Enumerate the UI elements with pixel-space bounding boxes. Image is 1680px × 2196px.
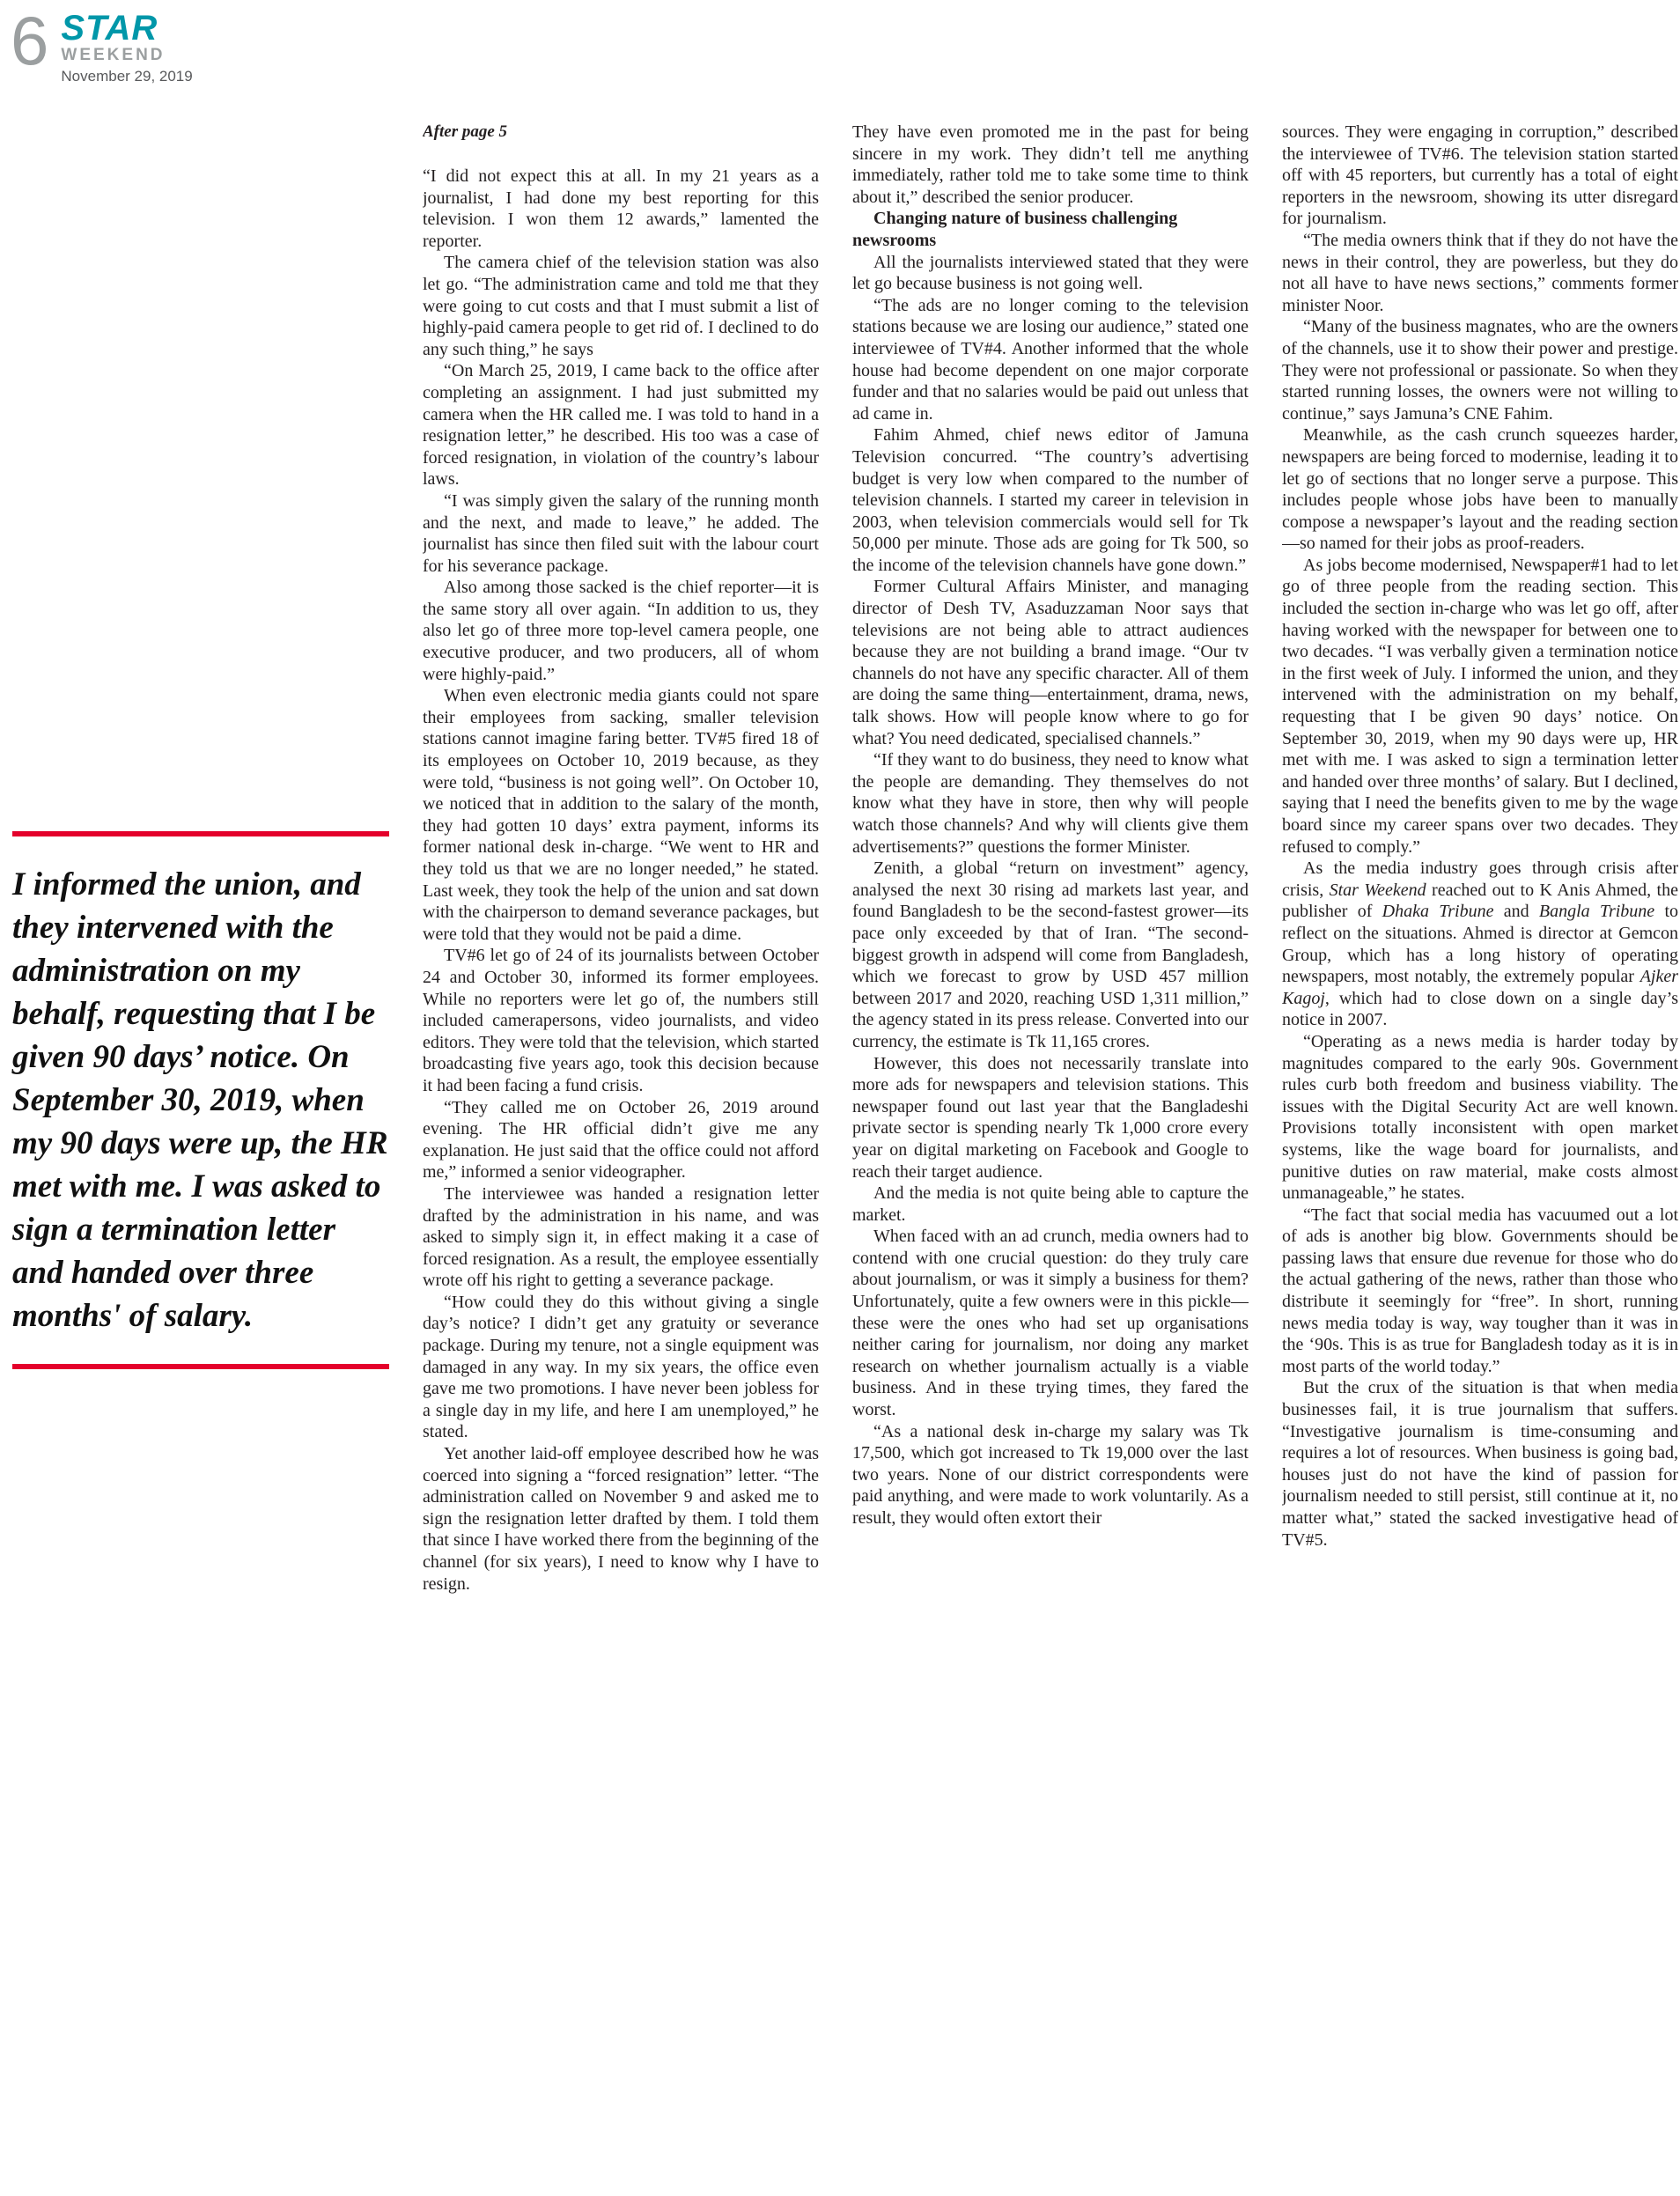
paragraph: “If they want to do business, they need to know what the people are demanding. They themselves do not know what they have in store, then why will people watch those channels? And why will clients give them advertisements?” questions the former Minister. (852, 750, 1249, 857)
paragraph: But the crux of the situation is that when media businesses fail, it is true journalism that suffers. “Investigative journalism is time-consuming and requires a lot of resources. When business is going bad, houses just do not have the kind of passion for journalism needed to still persist, still continue at it, no matter what,” stated the sacked investigative head of TV#5. (1282, 1378, 1678, 1550)
paragraph: “The media owners think that if they do not have the news in their control, they are powerless, but they do not all have to have news sections,” comments former minister Noor. (1282, 230, 1678, 315)
pull-quote-column (12, 122, 389, 2192)
pull-quote-text: I informed the union, and they intervened with the administration on my behalf, requesting that I be given 90 days’ notice. On September 30, 2019, when my 90 days were up, the HR met with me. I was asked to sign a termination letter and handed over three months' of salary. (12, 866, 388, 1334)
paragraph: Zenith, a global “return on investment” agency, analysed the next 30 rising ad markets last year, and found Bangladesh to be the second-fastest grower—its pace only exceeded by that of Iran. “The second-biggest growth in adspend will come from Bangladesh, which we forecast to grow by USD 457 million between 2017 and 2020, reaching USD 1,311 million,” the agency stated in its press release. Converted into our currency, the estimate is Tk 11,165 crores. (852, 859, 1249, 1051)
section-heading: Changing nature of business challenging newsrooms (852, 209, 1178, 250)
paragraph: Former Cultural Affairs Minister, and managing director of Desh TV, Asaduzzaman Noor says that televisions are not being able to attract audiences because they are not building a brand image. “Our tv channels do not have any specific character. All of them are doing the same thing—entertainment, drama, news, talk shows. How will people know where to go for what? You need dedicated, specialised channels.” (852, 577, 1249, 748)
paragraph: Yet another laid-off employee described how he was coerced into signing a “forced resignation” letter. “The administration called on November 9 and asked me to sign the resignation letter drafted by them. I told them that since I have worked there from the beginning of the channel (for six years), I need to know why I have to resign. (423, 1444, 819, 1594)
brand-subtitle: WEEKEND (61, 46, 166, 64)
paragraph: As jobs become modernised, Newspaper#1 had to let go of three people from the reading section. This included the section in-charge who was let go off, after having worked with the newspaper for between one to two decades. “I was verbally given a termination notice in the first week of July. I informed the union, and they intervened with the administration on my behalf, requesting that I be given 90 days’ notice. On September 30, 2019, when my 90 days were up, HR met with me. I was asked to sign a termination letter and handed over three months’ of salary. But I declined, saying that I need the benefits given to me by the wage board since my career spans over two decades. They refused to comply.” (1282, 555, 1678, 857)
paragraph: “I did not expect this at all. In my 21 years as a journalist, I had done my best reporting for this television. I won them 12 awards,” lamented the reporter. (423, 166, 819, 251)
column-2-paragraphs (852, 122, 1249, 1529)
masthead (11, 2, 193, 86)
paragraph: sources. They were engaging in corruption,” described the interviewee of TV#6. The television station started off with 45 reporters, but currently has a total of eight reporters in the newsroom, showing its utter disregard for journalism. (1282, 122, 1678, 229)
paragraph: “They called me on October 26, 2019 around evening. The HR official didn’t give me any explanation. He just said that the office could not afford me,” informed a senior videographer. (423, 1097, 819, 1183)
paragraph: “Many of the business magnates, who are the owners of the channels, use it to show their power and prestige. They were not professional or passionate. So when they started running losses, the owners were not willing to continue,” says Jamuna’s CNE Fahim. (1282, 317, 1678, 424)
paragraph: “The ads are no longer coming to the television stations because we are losing our audience,” stated one interviewee of TV#4. Another informed that the whole house had become dependent on one major corporate funder and that no salaries would be paid out unless that ad came in. (852, 295, 1249, 424)
paragraph: The camera chief of the television station was also let go. “The administration came and told me that they were going to cut costs and that I must submit a list of highly-paid camera people to get rid of. I declined to do any such thing,” he says (423, 253, 819, 359)
paragraph: They have even promoted me in the past for being sincere in my work. They didn’t tell me anything immediately, rather told me to take some time to think about it,” described the senior producer. (852, 122, 1249, 207)
paragraph: “Operating as a news media is harder today by magnitudes compared to the early 90s. Government rules curb both freedom and business viability. The issues with the Digital Security Act are well known. Provisions totally inconsistent with open market systems, like the wage board for journalists, and punitive duties on raw material, make costs almost unmanageable,” he states. (1282, 1031, 1678, 1204)
paragraph: And the media is not quite being able to capture the market. (852, 1183, 1249, 1225)
paragraph: “I was simply given the salary of the running month and the next, and made to leave,” he added. The journalist has since then filed suit with the labour court for his severance package. (423, 490, 819, 576)
paragraph: Also among those sacked is the chief reporter—it is the same story all over again. “In addition to us, they also let go of three more top-level camera people, one executive producer, and two producers, all of whom were highly-paid.” (423, 578, 819, 684)
pull-quote (12, 831, 389, 1369)
pull-quote-rule-top (12, 831, 389, 836)
paragraph: The interviewee was handed a resignation letter drafted by the administration in his name, and was asked to simply sign it, in effect making it a case of forced resignation. As a result, the employee essentially wrote off his right to getting a severance package. (423, 1183, 819, 1291)
paragraph: All the journalists interviewed stated that they were let go because business is not going well. (852, 252, 1249, 294)
paragraph: However, this does not necessarily translate into more ads for newspapers and television stations. This newspaper found out last year that the Bangladeshi private sector is spending nearly Tk 1,000 crore every year on digital marketing on Facebook and Google to reach their target audience. (852, 1053, 1249, 1182)
paragraph: “As a national desk in-charge my salary was Tk 17,500, which got increased to Tk 19,000 over the last two years. None of our district correspondents were paid anything, and were made to work voluntarily. As a result, they would often extort their (852, 1421, 1249, 1528)
paragraph: Meanwhile, as the cash crunch squeezes harder, newspapers are being forced to modernise, leading it to let go of sections that no longer serve a purpose. This includes people whose jobs have been to manually compose a newspaper’s layout and the reading section—so named for their jobs as proof-readers. (1282, 425, 1678, 554)
continuation-note: After page 5 (423, 122, 508, 141)
column-1-paragraphs (423, 166, 819, 1595)
column-3-paragraphs (1282, 122, 1678, 1551)
article-body (12, 122, 1678, 2192)
paragraph: “The fact that social media has vacuumed out a lot of ads is another big blow. Governments should be passing laws that ensure due revenue for those who do the actual gathering of the news, rather than those who distribute it seemingly for “free”. In short, running news media today is way, way tougher than it was in the ‘90s. This is as true for Bangladesh today as it is in most parts of the world today.” (1282, 1205, 1678, 1376)
paragraph: “On March 25, 2019, I came back to the office after completing an assignment. I had just submitted my camera when the HR called me. I was told to hand in a resignation letter,” he described. His too was a case of forced resignation, in violation of the country’s labour laws. (423, 361, 819, 490)
pull-quote-rule-bottom (12, 1364, 389, 1369)
paragraph: When even electronic media giants could not spare their employees from sacking, smaller television stations cannot imagine faring better. TV#5 fired 18 of its employees on October 10, 2019 because, as they were told, “business is not going well”. On October 10, we noticed that in addition to the salary of the month, they had gotten 10 days’ extra payment, informs its former national desk in-charge. “We went to HR and they told us that we are no longer needed,” he stated. Last week, they took the help of the union and sat down with the chairperson to demand severance packages, but were told that they would not be paid a dime. (423, 686, 819, 944)
paragraph: When faced with an ad crunch, media owners had to contend with one crucial question: do they truly care about journalism, or was it simply a business for them? Unfortunately, quite a few owners were in this pickle—these were the ones who had set up organisations neither caring for journalism, nor doing any market research on whether journalism actually is a viable business. And in these trying times, they fared the worst. (852, 1227, 1249, 1420)
article-column-3 (1282, 122, 1678, 2192)
paragraph: As the media industry goes through crisis after crisis, Star Weekend reached out to K Anis Ahmed, the publisher of Dhaka Tribune and Bangla Tribune to reflect on the situations. Ahmed is director at Gemcon Group, which has a long history of operating newspapers, most notably, the extremely popular Ajker Kagoj, which had to close down on a single day’s notice in 2007. (1282, 859, 1678, 1030)
article-column-1 (423, 122, 819, 2192)
brand-name: STAR (61, 9, 158, 48)
article-column-2 (852, 122, 1249, 2192)
paragraph: Fahim Ahmed, chief news editor of Jamuna Television concurred. “The country’s advertising budget is very low when compared to the number of television channels. I started my career in television in 2003, when television commercials would sell for Tk 50,000 per minute. Those ads are going for Tk 500, so the income of the television channels have gone down.” (852, 425, 1249, 575)
page-number: 6 (11, 2, 49, 79)
issue-date: November 29, 2019 (61, 68, 193, 85)
paragraph: “How could they do this without giving a single day’s notice? I didn’t get any gratuity or severance package. During my tenure, not a single equipment was damaged in any way. In my six years, the office even gave me two promotions. I have never been jobless for a single day in my life, and here I am unemployed,” he stated. (423, 1292, 819, 1442)
brand-block (61, 5, 192, 86)
paragraph: TV#6 let go of 24 of its journalists between October 24 and October 30, informed its former employees. While no reporters were let go of, the numbers still included camerapersons, video journalists, and video editors. They were told that the television, which started broadcasting five years ago, took this decision because it had been facing a fund crisis. (423, 946, 819, 1095)
